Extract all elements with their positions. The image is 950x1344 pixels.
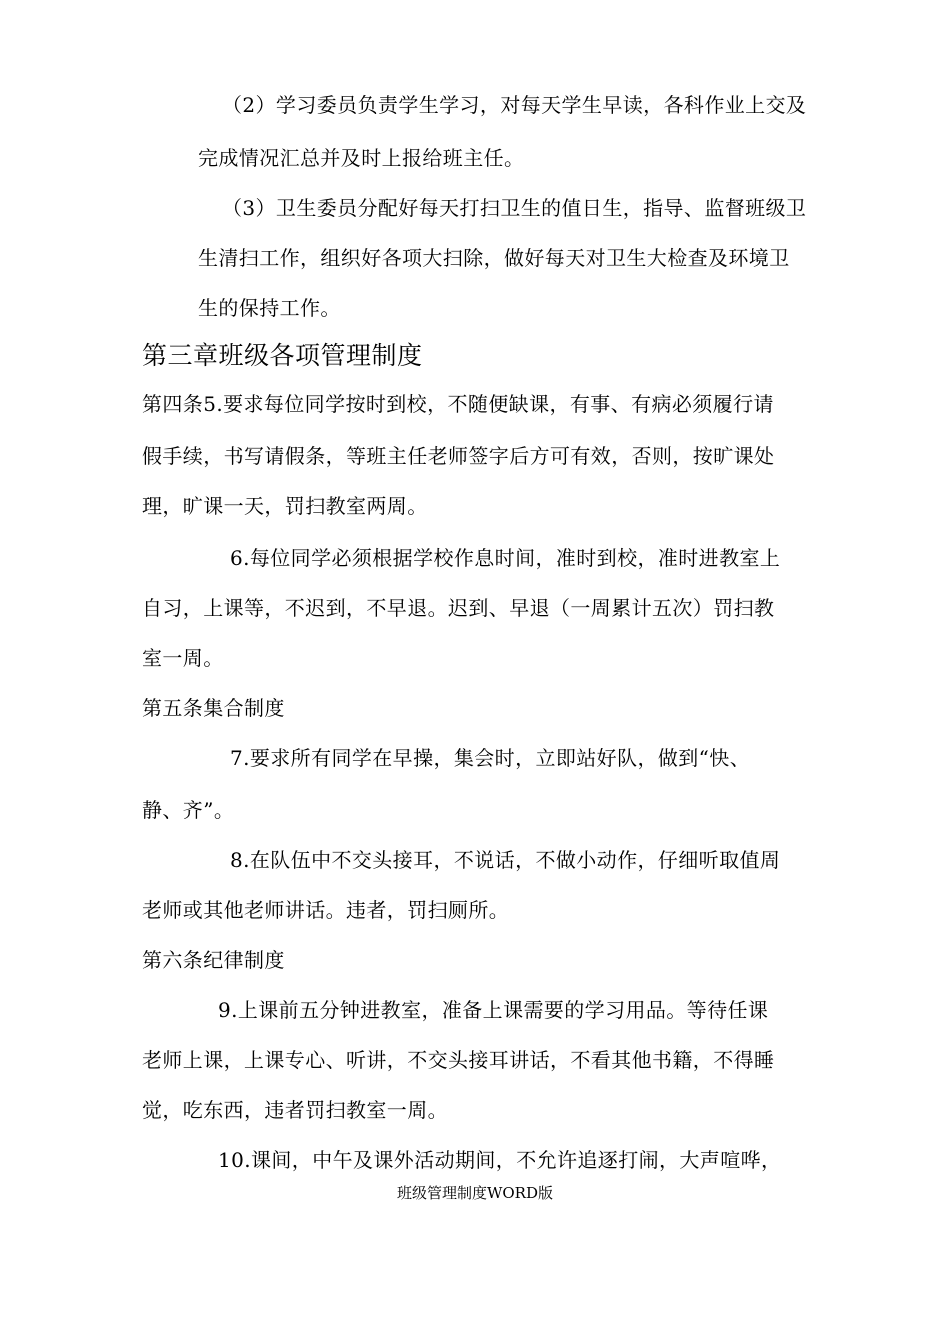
text-line: （2）学习委员负责学生学习，对每天学生早读，各科作业上交及 (222, 93, 807, 117)
text-line: 假手续，书写请假条，等班主任老师签字后方可有效，否则，按旷课处 (142, 444, 775, 468)
text-line: （3）卫生委员分配好每天打扫卫生的值日生，指导、监督班级卫 (222, 196, 807, 220)
text-line: 理，旷课一天，罚扫教室两周。 (142, 494, 428, 518)
section-heading: 第六条纪律制度 (142, 948, 285, 972)
text-line: 觉，吃东西，违者罚扫教室一周。 (142, 1098, 448, 1122)
text-line: 生的保持工作。 (198, 296, 341, 320)
section-heading: 第五条集合制度 (142, 696, 285, 720)
chapter-heading: 第三章班级各项管理制度 (142, 341, 423, 370)
page-footer: 班级管理制度WORD版 (396, 1184, 554, 1202)
text-line: 第四条5.要求每位同学按时到校，不随便缺课，有事、有病必须履行请 (142, 392, 774, 416)
text-line: 老师或其他老师讲话。违者，罚扫厕所。 (142, 898, 510, 922)
text-line: 10.课间，中午及课外活动期间，不允许追逐打闹，大声喧哗， (218, 1148, 782, 1172)
text-line: 老师上课，上课专心、听讲，不交头接耳讲话，不看其他书籍，不得睡 (142, 1048, 775, 1072)
text-line: 静、齐”。 (142, 798, 235, 822)
text-line: 8.在队伍中不交头接耳，不说话，不做小动作，仔细听取值周 (230, 848, 781, 872)
text-line: 自习，上课等，不迟到，不早退。迟到、早退（一周累计五次）罚扫教 (142, 596, 775, 620)
text-line: 6.每位同学必须根据学校作息时间，准时到校，准时进教室上 (230, 546, 781, 570)
text-line: 9.上课前五分钟进教室，准备上课需要的学习用品。等待任课 (218, 998, 769, 1022)
text-line: 7.要求所有同学在早操，集会时，立即站好队，做到“快、 (230, 746, 751, 770)
text-line: 室一周。 (142, 646, 224, 670)
text-line: 完成情况汇总并及时上报给班主任。 (198, 146, 525, 170)
text-line: 生清扫工作，组织好各项大扫除，做好每天对卫生大检查及环境卫 (198, 246, 790, 270)
